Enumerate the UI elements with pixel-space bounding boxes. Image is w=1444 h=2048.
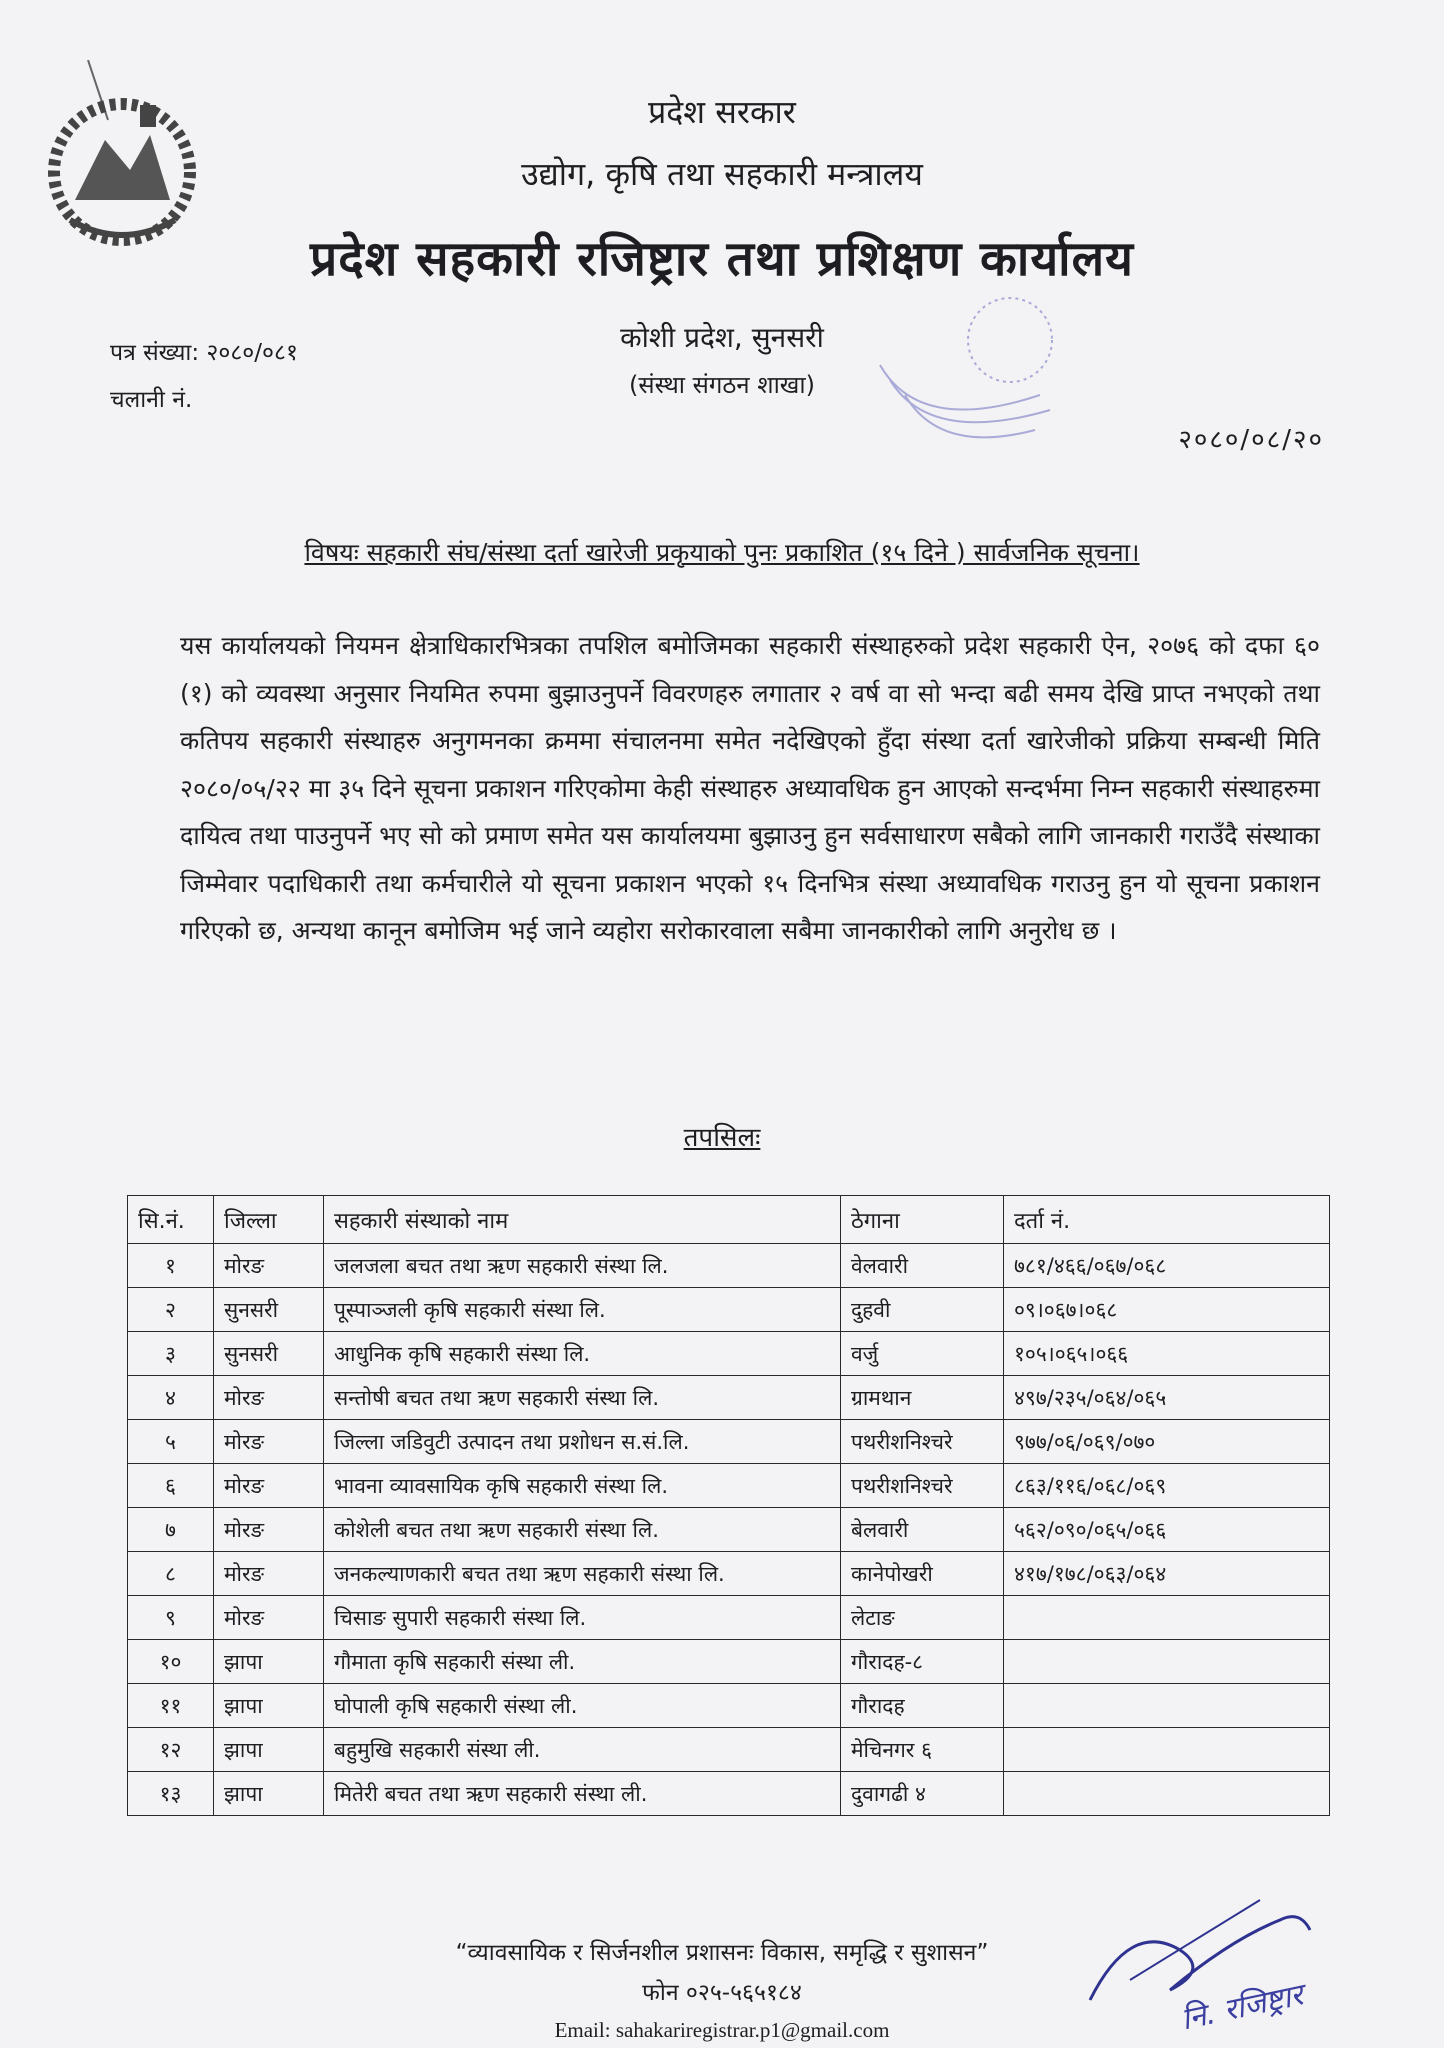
cell-serial: १ [128,1244,214,1288]
schedule-heading: तपसिलः [683,1123,761,1153]
table-row [128,1376,1330,1420]
header-government: प्रदेश सरकार [648,93,796,131]
cell-address: दुहवी [841,1288,1004,1332]
cell-registration [1004,1596,1330,1640]
table-row [128,1596,1330,1640]
cell-address: गौरादह [841,1684,1004,1728]
header-location: कोशी प्रदेश, सुनसरी [620,321,824,354]
col-name: सहकारी संस्थाको नाम [324,1196,841,1244]
cell-serial: ३ [128,1332,214,1376]
email-label: Email: [554,2018,616,2042]
cooperatives-table [127,1195,1330,1816]
cell-district: झापा [214,1728,324,1772]
table-row [128,1684,1330,1728]
cell-address: पथरीशनिश्चरे [841,1420,1004,1464]
cell-name: मितेरी बचत तथा ऋण सहकारी संस्था ली. [324,1772,841,1816]
cell-district: मोरङ [214,1596,324,1640]
cell-registration: ७८१/४६६/०६७/०६८ [1004,1244,1330,1288]
table-row [128,1552,1330,1596]
office-stamp [860,285,1100,465]
cell-serial: १२ [128,1728,214,1772]
cell-name: गौमाता कृषि सहकारी संस्था ली. [324,1640,841,1684]
notice-subject: विषयः सहकारी संघ/संस्था दर्ता खारेजी प्रकृयाको पुनः प्रकाशित (१५ दिने ) सार्वजनिक सूचना। [304,538,1140,567]
cell-district: मोरङ [214,1420,324,1464]
cell-registration: ०९।०६७।०६८ [1004,1288,1330,1332]
cell-name: घोपाली कृषि सहकारी संस्था ली. [324,1684,841,1728]
cell-registration [1004,1772,1330,1816]
cell-name: कोशेली बचत तथा ऋण सहकारी संस्था लि. [324,1508,841,1552]
col-serial: सि.नं. [128,1196,214,1244]
footer-phone: फोन ०२५-५६५१८४ [642,1980,802,2006]
cell-district: सुनसरी [214,1288,324,1332]
cell-registration: ९७७/०६/०६९/०७० [1004,1420,1330,1464]
cell-registration: ८६३/११६/०६८/०६९ [1004,1464,1330,1508]
cell-serial: ६ [128,1464,214,1508]
cell-serial: २ [128,1288,214,1332]
letter-number: पत्र संख्या: २०८०/०८१ [110,340,298,366]
footer-motto: “व्यावसायिक र सिर्जनशील प्रशासनः विकास, समृद्धि र सुशासन” [455,1940,989,1966]
cell-serial: ४ [128,1376,214,1420]
table-row [128,1332,1330,1376]
cell-serial: १३ [128,1772,214,1816]
table-row [128,1728,1330,1772]
table-row [128,1288,1330,1332]
cell-name: भावना व्यावसायिक कृषि सहकारी संस्था लि. [324,1464,841,1508]
cell-serial: ७ [128,1508,214,1552]
cell-district: मोरङ [214,1552,324,1596]
cell-district: सुनसरी [214,1332,324,1376]
cell-address: वेलवारी [841,1244,1004,1288]
table-row [128,1772,1330,1816]
table-header-row [128,1196,1330,1244]
cell-district: मोरङ [214,1244,324,1288]
cell-registration [1004,1728,1330,1772]
table-row [128,1464,1330,1508]
cell-registration: १०५।०६५।०६६ [1004,1332,1330,1376]
table-row [128,1640,1330,1684]
cell-address: पथरीशनिश्चरे [841,1464,1004,1508]
cell-district: झापा [214,1640,324,1684]
table-row [128,1508,1330,1552]
cell-district: मोरङ [214,1508,324,1552]
cell-serial: ९ [128,1596,214,1640]
cell-district: मोरङ [214,1464,324,1508]
cell-name: जनकल्याणकारी बचत तथा ऋण सहकारी संस्था लि. [324,1552,841,1596]
cell-registration [1004,1640,1330,1684]
cell-registration [1004,1684,1330,1728]
signature-title: नि. रजिष्ट्रार [1178,1977,1307,2038]
cell-address: कानेपोखरी [841,1552,1004,1596]
header-branch: (संस्था संगठन शाखा) [629,371,815,399]
cell-serial: ११ [128,1684,214,1728]
cell-registration: ५६२/०९०/०६५/०६६ [1004,1508,1330,1552]
letter-date: २०८०/०८/२० [1178,425,1324,455]
header-ministry: उद्योग, कृषि तथा सहकारी मन्त्रालय [521,155,923,193]
cell-serial: ५ [128,1420,214,1464]
cell-address: लेटाङ [841,1596,1004,1640]
notice-body: यस कार्यालयको नियमन क्षेत्राधिकारभित्रका तपशिल बमोजिमका सहकारी संस्थाहरुको प्रदेश सहकारी ऐन, २०७६ को दफा ६० (१) को व्यवस्था अनुसार नियमित रुपमा बुझाउनुपर्ने विवरणहरु लगातार २ वर्ष वा सो भन्दा बढी समय देखि प्राप्त नभएको तथा कतिपय सहकारी संस्थाहरु अनुगमनका क्रममा संचालनमा समेत नदेखिएको हुँदा संस्था दर्ता खारेजीको प्रक्रिया सम्बन्धी मिति २०८०/०५/२२ मा ३५ दिने सूचना प्रकाशन गरिएकोमा केही संस्थाहरु अध्यावधिक हुन आएको सन्दर्भमा निम्न सहकारी संस्थाहरुमा दायित्व तथा पाउनुपर्ने भए सो को प्रमाण समेत यस कार्यालयमा बुझाउनु हुन सर्वसाधारण सबैको लागि जानकारी गराउँदै संस्थाका जिम्मेवार पदाधिकारी तथा कर्मचारीले यो सूचना प्रकाशन भएको १५ दिनभित्र संस्था अध्यावधिक गराउनु हुन यो सूचना प्रकाशन गरिएको छ, अन्यथा कानून बमोजिम भई जाने व्यहोरा सरोकारवाला सबैमा जानकारीको लागि अनुरोध छ । [180,631,1320,945]
cell-address: वर्जु [841,1332,1004,1376]
cell-registration: ४९७/२३५/०६४/०६५ [1004,1376,1330,1420]
dispatch-number: चलानी नं. [110,387,193,413]
col-address: ठेगाना [841,1196,1004,1244]
cell-district: झापा [214,1684,324,1728]
col-registration: दर्ता नं. [1004,1196,1330,1244]
header-office: प्रदेश सहकारी रजिष्ट्रार तथा प्रशिक्षण कार्यालय [310,231,1134,287]
cell-name: सन्तोषी बचत तथा ऋण सहकारी संस्था लि. [324,1376,841,1420]
cell-name: जिल्ला जडिवुटी उत्पादन तथा प्रशोधन स.सं.लि. [324,1420,841,1464]
cell-address: मेचिनगर ६ [841,1728,1004,1772]
cell-address: ग्रामथान [841,1376,1004,1420]
cell-district: मोरङ [214,1376,324,1420]
cell-name: बहुमुखि सहकारी संस्था ली. [324,1728,841,1772]
cell-address: दुवागढी ४ [841,1772,1004,1816]
cell-registration: ४१७/१७८/०६३/०६४ [1004,1552,1330,1596]
cell-serial: ८ [128,1552,214,1596]
col-district: जिल्ला [214,1196,324,1244]
cell-serial: १० [128,1640,214,1684]
cell-address: गौरादह-८ [841,1640,1004,1684]
email-link[interactable]: sahakariregistrar.p1@gmail.com [615,2018,890,2042]
table-row [128,1244,1330,1288]
cell-name: आधुनिक कृषि सहकारी संस्था लि. [324,1332,841,1376]
cell-district: झापा [214,1772,324,1816]
table-row [128,1420,1330,1464]
cell-name: पूस्पाञ्जली कृषि सहकारी संस्था लि. [324,1288,841,1332]
cell-name: चिसाङ सुपारी सहकारी संस्था लि. [324,1596,841,1640]
cell-name: जलजला बचत तथा ऋण सहकारी संस्था लि. [324,1244,841,1288]
cell-address: बेलवारी [841,1508,1004,1552]
